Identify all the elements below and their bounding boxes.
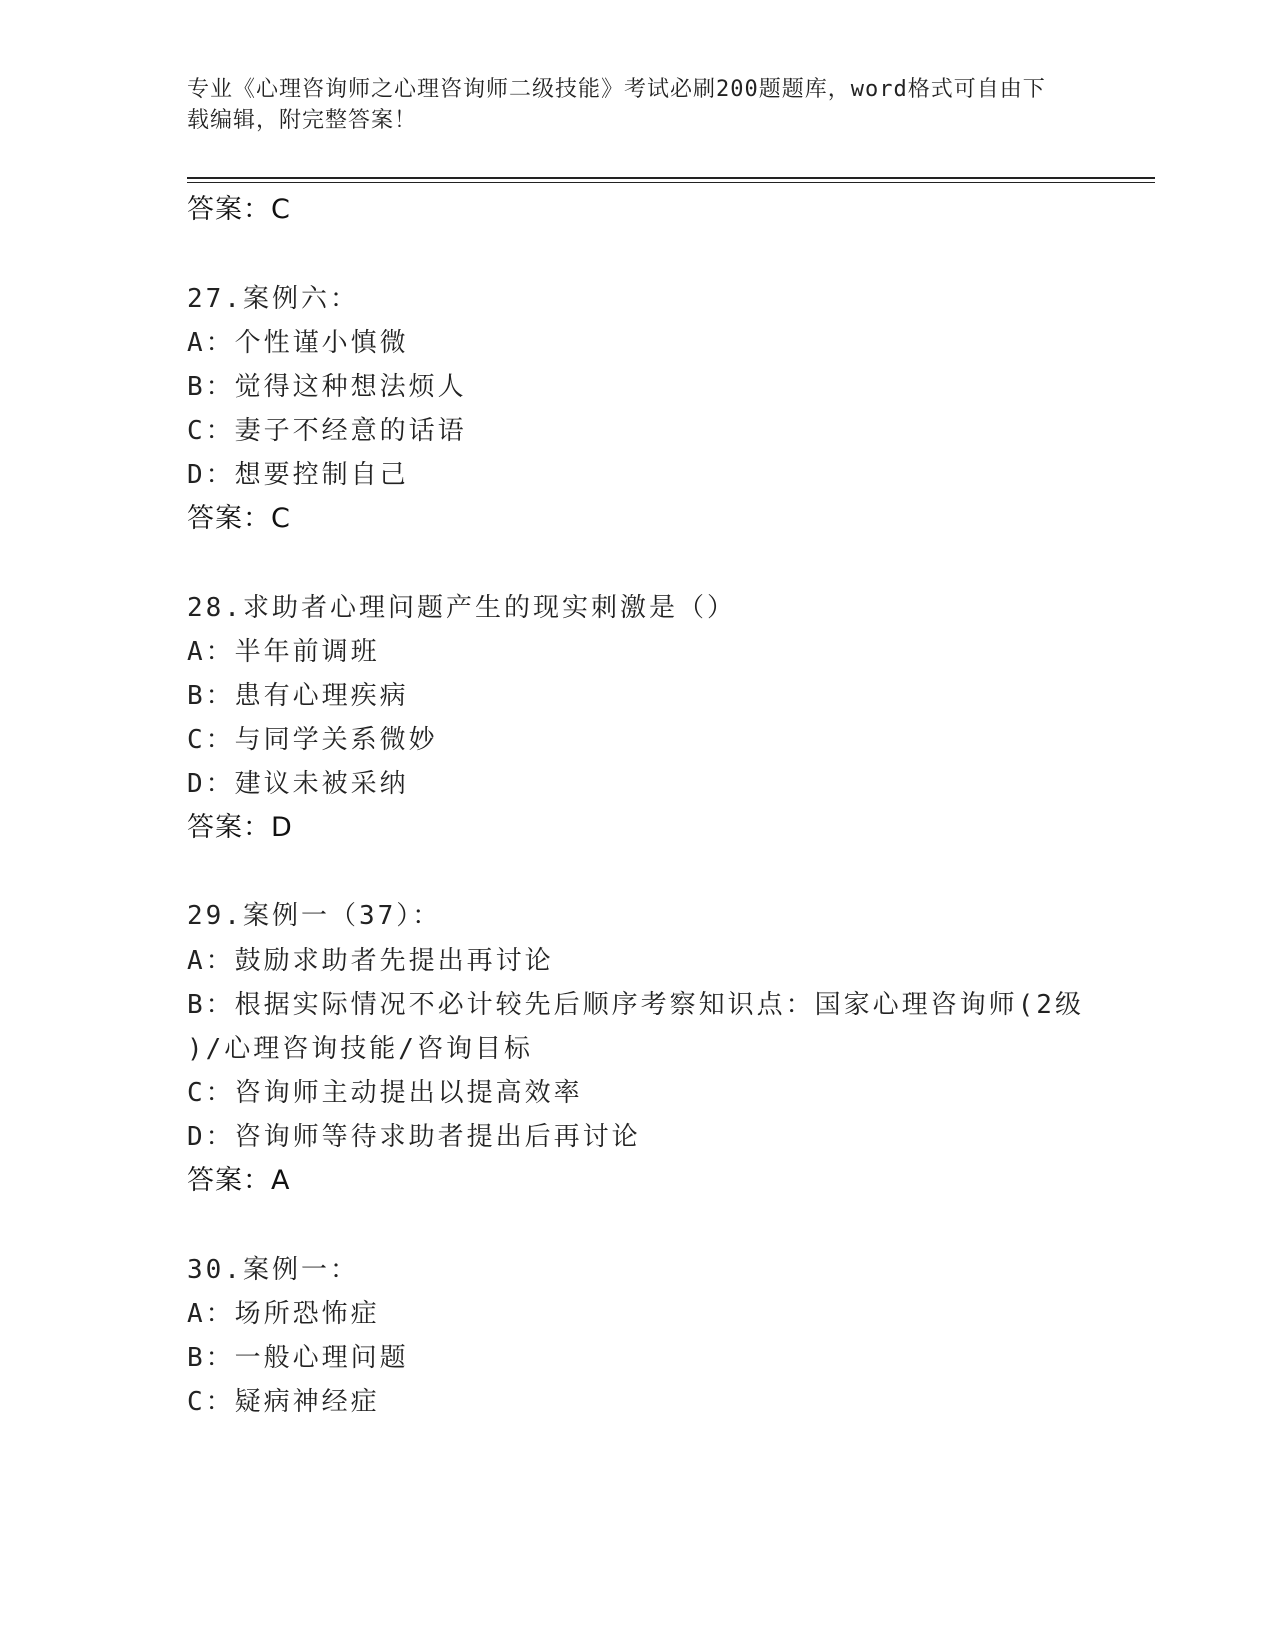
option-c: C：妻子不经意的话语	[187, 416, 467, 446]
answer-line	[187, 812, 293, 844]
option-b: B：一般心理问题	[187, 1343, 409, 1373]
option-b: B：觉得这种想法烦人	[187, 372, 467, 402]
option-d: D：想要控制自己	[187, 460, 409, 490]
answer-value: C	[271, 194, 291, 225]
option-c: C：咨询师主动提出以提高效率	[187, 1078, 583, 1108]
option-b: B：根据实际情况不必计较先后顺序考察知识点：国家心理咨询师(2级	[187, 990, 1084, 1020]
answer-label: 答案：	[187, 503, 271, 534]
option-c: C：与同学关系微妙	[187, 725, 438, 755]
answer-line	[187, 194, 291, 226]
option-a: A：鼓励求助者先提出再讨论	[187, 946, 554, 976]
option-b-continued: )/心理咨询技能/咨询目标	[187, 1034, 533, 1064]
answer-label: 答案：	[187, 194, 271, 225]
header-divider-thin	[187, 182, 1155, 183]
option-a: A：半年前调班	[187, 637, 380, 667]
answer-line	[187, 503, 291, 535]
option-a: A：场所恐怖症	[187, 1299, 380, 1329]
question-title: 28.求助者心理问题产生的现实刺激是（）	[187, 593, 736, 623]
question-title: 27.案例六：	[187, 284, 359, 314]
header-divider	[187, 177, 1155, 179]
answer-line	[187, 1165, 290, 1197]
option-d: D：咨询师等待求助者提出后再讨论	[187, 1122, 641, 1152]
answer-value: D	[271, 812, 293, 843]
option-d: D：建议未被采纳	[187, 769, 409, 799]
option-c: C：疑病神经症	[187, 1387, 380, 1417]
document-header: 专业《心理咨询师之心理咨询师二级技能》考试必刷200题题库，word格式可自由下载编辑，附完整答案！	[187, 77, 1046, 133]
answer-label: 答案：	[187, 812, 271, 843]
answer-value: C	[271, 503, 291, 534]
option-b: B：患有心理疾病	[187, 681, 409, 711]
option-a: A：个性谨小慎微	[187, 328, 409, 358]
question-title: 29.案例一（37）：	[187, 901, 442, 931]
answer-label: 答案：	[187, 1165, 271, 1196]
question-title: 30.案例一：	[187, 1255, 359, 1285]
answer-value: A	[271, 1165, 291, 1196]
